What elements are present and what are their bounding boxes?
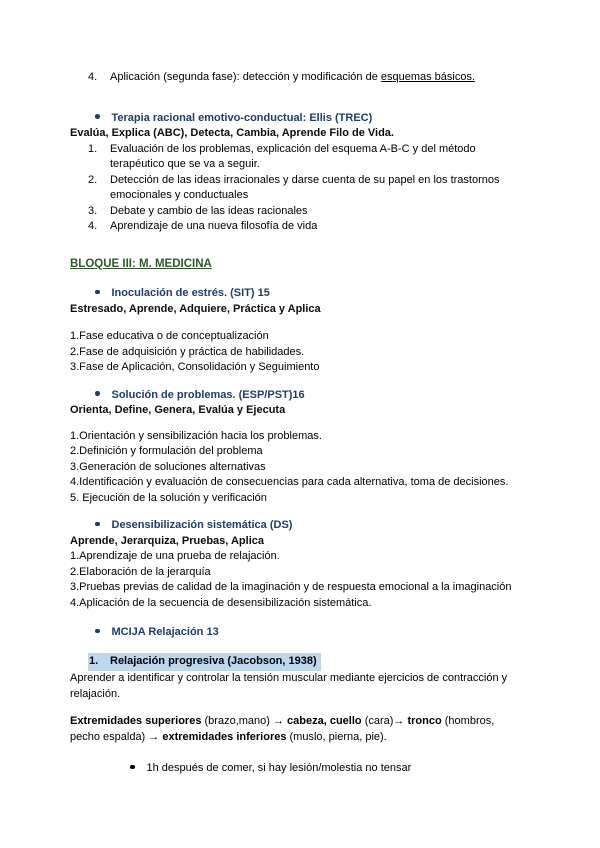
note-bullet-item	[130, 761, 544, 777]
line: relajación.	[70, 687, 121, 700]
bullet-heading-ds	[95, 518, 544, 534]
line	[70, 714, 544, 730]
line: Debate y cambio de las ideas racionales	[110, 204, 308, 217]
phase-line: 3.Generación de soluciones alternativas	[70, 460, 266, 473]
paragraph-muscle-sequence	[70, 714, 544, 745]
bullet-icon	[95, 391, 100, 396]
heading-text: Relajación progresiva (Jacobson, 1938)	[110, 654, 317, 667]
highlight-background	[88, 653, 321, 672]
bullet-icon	[130, 765, 135, 770]
heading-text: Inoculación de estrés. (SIT) 15	[111, 287, 270, 299]
bullet-icon	[95, 114, 100, 119]
phase-line: 4.Aplicación de la secuencia de desensibilización sistemática.	[70, 596, 372, 609]
sequence-segment: (cara)→	[361, 715, 408, 727]
line: Aprender a identificar y controlar la tensión muscular mediante ejercicios de contracción y	[70, 672, 508, 684]
list-item-text	[110, 70, 544, 86]
list-item-text-main: Aplicación (segunda fase): detección y modificación de	[110, 71, 381, 83]
list-item-text	[110, 142, 544, 173]
sequence-segment: (muslo, pierna, pie).	[289, 730, 387, 743]
list-item-aplicacion	[88, 70, 544, 86]
heading-text: Solución de problemas. (ESP/PST)16	[111, 388, 305, 401]
phase-line: 2.Definición y formulación del problema	[70, 445, 263, 457]
phase-line: 5. Ejecución de la solución y verificación	[70, 491, 267, 504]
bullet-heading-sit	[95, 286, 544, 302]
list-item-text	[110, 173, 544, 204]
line: Detección de las ideas irracionales y darse cuenta de su papel en los trastornos	[110, 173, 500, 186]
sequence-segment: (brazo,mano) →	[204, 715, 288, 727]
sequence-segment: (hombros,	[444, 715, 495, 727]
phase-line: 2.Elaboración de la jerarquía	[70, 565, 211, 578]
sequence-segment-bold: extremidades inferiores	[162, 730, 290, 743]
list-number: 3.	[88, 204, 98, 217]
subhead-trec: Evalúa, Explica (ABC), Detecta, Cambia, Aprende Filo de Vida.	[70, 127, 394, 139]
subhead-ds: Aprende, Jerarquiza, Pruebas, Aplica	[70, 534, 264, 547]
phase-line: 4.Identificación y evaluación de consecuencias para cada alternativa, toma de decisiones.	[70, 476, 509, 488]
line: terapéutico que se va a seguir.	[110, 158, 260, 170]
section-title-bloque3: BLOQUE III: M. MEDICINA	[70, 257, 212, 270]
heading-text: MCIJA Relajación 13	[111, 626, 219, 638]
sequence-segment-bold: tronco	[407, 715, 445, 727]
bullet-heading-esp	[95, 388, 544, 404]
phase-line: 1.Orientación y sensibilización hacia los problemas.	[70, 429, 322, 442]
note-text: 1h después de comer, si hay lesión/molestia no tensar	[146, 762, 412, 774]
underlined-text: esquemas básicos.	[380, 71, 476, 83]
list-number: 1.	[89, 654, 99, 667]
heading-text: Terapia racional emotivo-conductual: Ellis (TREC)	[111, 111, 373, 124]
list-number: 4.	[88, 71, 98, 83]
phase-line: 3.Fase de Aplicación, Consolidación y Seguimiento	[70, 361, 320, 373]
heading-text: Desensibilización sistemática (DS)	[111, 519, 293, 531]
sequence-segment-bold: cabeza, cuello	[287, 715, 362, 727]
bullet-icon	[95, 522, 100, 527]
bullet-icon	[95, 629, 100, 634]
paragraph-relajacion-description	[70, 671, 544, 702]
line: emocionales y conductuales	[110, 189, 249, 201]
list-item	[88, 219, 544, 235]
list-number: 2.	[88, 173, 98, 186]
highlighted-heading-relajacion	[88, 653, 544, 672]
bullet-heading-trec	[95, 111, 544, 127]
list-item-text	[110, 219, 544, 235]
subhead-esp: Orienta, Define, Genera, Evalúa y Ejecuta	[70, 404, 286, 416]
line	[70, 730, 544, 746]
list-item-text	[110, 204, 544, 220]
subhead-sit: Estresado, Aprende, Adquiere, Práctica y Aplica	[70, 302, 321, 315]
phase-line: 1.Aprendizaje de una prueba de relajación.	[70, 550, 280, 562]
line: Aprendizaje de una nueva filosofía de vida	[110, 220, 318, 232]
list-item	[88, 142, 544, 173]
phase-line: 3.Pruebas previas de calidad de la imaginación y de respuesta emocional a la imaginación	[70, 581, 512, 593]
list-item	[88, 204, 544, 220]
sequence-segment: pecho espalda) →	[70, 730, 163, 743]
sequence-segment-bold: Extremidades superiores	[70, 715, 205, 727]
bullet-icon	[95, 290, 100, 295]
list-item	[88, 173, 544, 204]
line: Evaluación de los problemas, explicación del esquema A-B-C y del método	[110, 142, 476, 155]
bullet-heading-mcija	[95, 625, 544, 641]
phase-line: 2.Fase de adquisición y práctica de habilidades.	[70, 345, 305, 358]
list-number: 1.	[88, 142, 98, 155]
phase-line: 1.Fase educativa o de conceptualización	[70, 330, 269, 342]
list-number: 4.	[88, 220, 98, 232]
